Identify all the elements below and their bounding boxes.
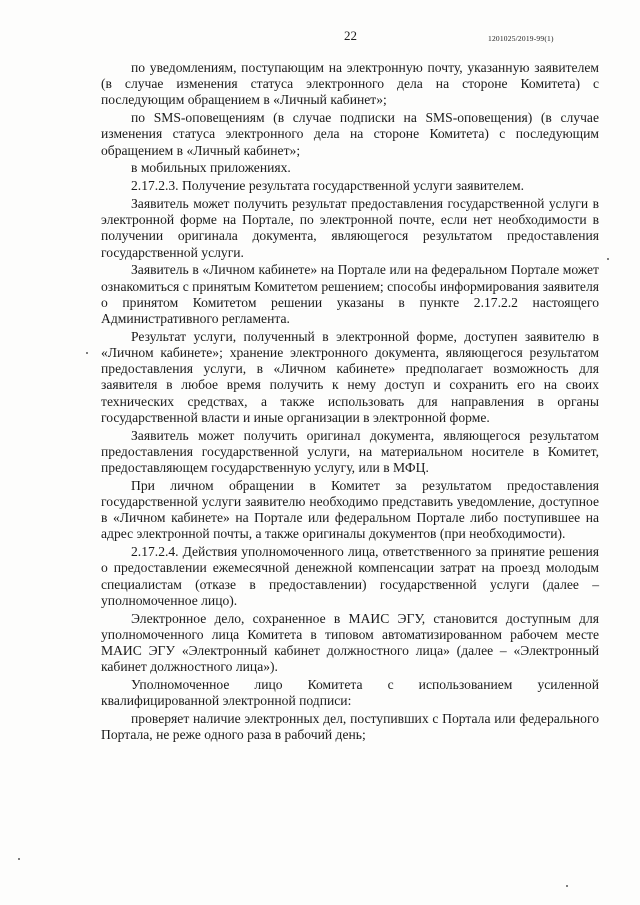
- paragraph: Заявитель в «Личном кабинете» на Портале или на федеральном Портале может ознакомиться с принятым Комитетом решением; способы информирования заявителя о принятом Комитетом решении указаны в пункте 2.17.2.2 настоящего Административного регламента.: [101, 262, 599, 327]
- scan-speck: [18, 858, 20, 860]
- scan-speck: [86, 352, 88, 354]
- page-number: 22: [344, 28, 357, 43]
- paragraph: 2.17.2.3. Получение результата государственной услуги заявителем.: [131, 178, 524, 194]
- scan-speck: [607, 258, 609, 260]
- paragraph: Результат услуги, полученный в электронной форме, доступен заявителю в «Личном кабинете»; хранение электронного документа, являющегося результатом предоставления услуги, в «Личном кабинете» предполагает возможность для заявителя в любое время получить к нему доступ и сохранить его на своих технических средствах, а также использовать для направления в органы государственной власти и иные организации в электронной форме.: [101, 328, 599, 425]
- paragraph: в мобильных приложениях.: [131, 160, 291, 176]
- paragraph: Заявитель может получить оригинал документа, являющегося результатом предоставления государственной услуги, на материальном носителе в Комитет, предоставляющем государственную услугу, или в МФЦ.: [101, 427, 599, 476]
- paragraph: 2.17.2.4. Действия уполномоченного лица, ответственного за принятие решения о предоставлении ежемесячной денежной компенсации затрат на проезд молодым специалистам (отказе в предоставлении) государственной услуги (далее – уполномоченное лицо).: [101, 544, 599, 608]
- paragraph: по SMS-оповещениям (в случае подписки на SMS-оповещения) (в случае изменения статуса электронного дела на стороне Комитета) с последующим обращением в «Личный кабинет»;: [101, 110, 599, 158]
- paragraph: по уведомлениям, поступающим на электронную почту, указанную заявителем (в случае изменения статуса электронного дела на стороне Комитета) с последующим обращением в «Личный кабинет»;: [101, 60, 599, 108]
- paragraph: проверяет наличие электронных дел, поступивших с Портала или федерального Портала, не реже одного раза в рабочий день;: [101, 711, 599, 743]
- document-code: 1201025/2019-99(1): [488, 34, 554, 43]
- paragraph: Заявитель может получить результат предоставления государственной услуги в электронной форме на Портале, по электронной почте, если нет необходимости в получении оригинала документа, являющегося результатом предоставления государственной услуги.: [101, 196, 599, 260]
- document-body: [101, 60, 599, 745]
- paragraph: Уполномоченное лицо Комитета с использованием усиленной квалифицированной электронной подписи:: [101, 677, 599, 709]
- paragraph: При личном обращении в Комитет за результатом предоставления государственной услуги заявителю необходимо представить уведомление, доступное в «Личном кабинете» на Портале или федеральном Портале либо поступившее на адрес электронной почты, а также оригиналы документов (при необходимости).: [101, 477, 599, 542]
- scan-speck: [566, 885, 568, 887]
- paragraph: Электронное дело, сохраненное в МАИС ЭГУ, становится доступным для уполномоченного лица Комитета в типовом автоматизированном рабочем месте МАИС ЭГУ «Электронный кабинет должностного лица» (далее – «Электронный кабинет должностного лица»).: [101, 610, 599, 675]
